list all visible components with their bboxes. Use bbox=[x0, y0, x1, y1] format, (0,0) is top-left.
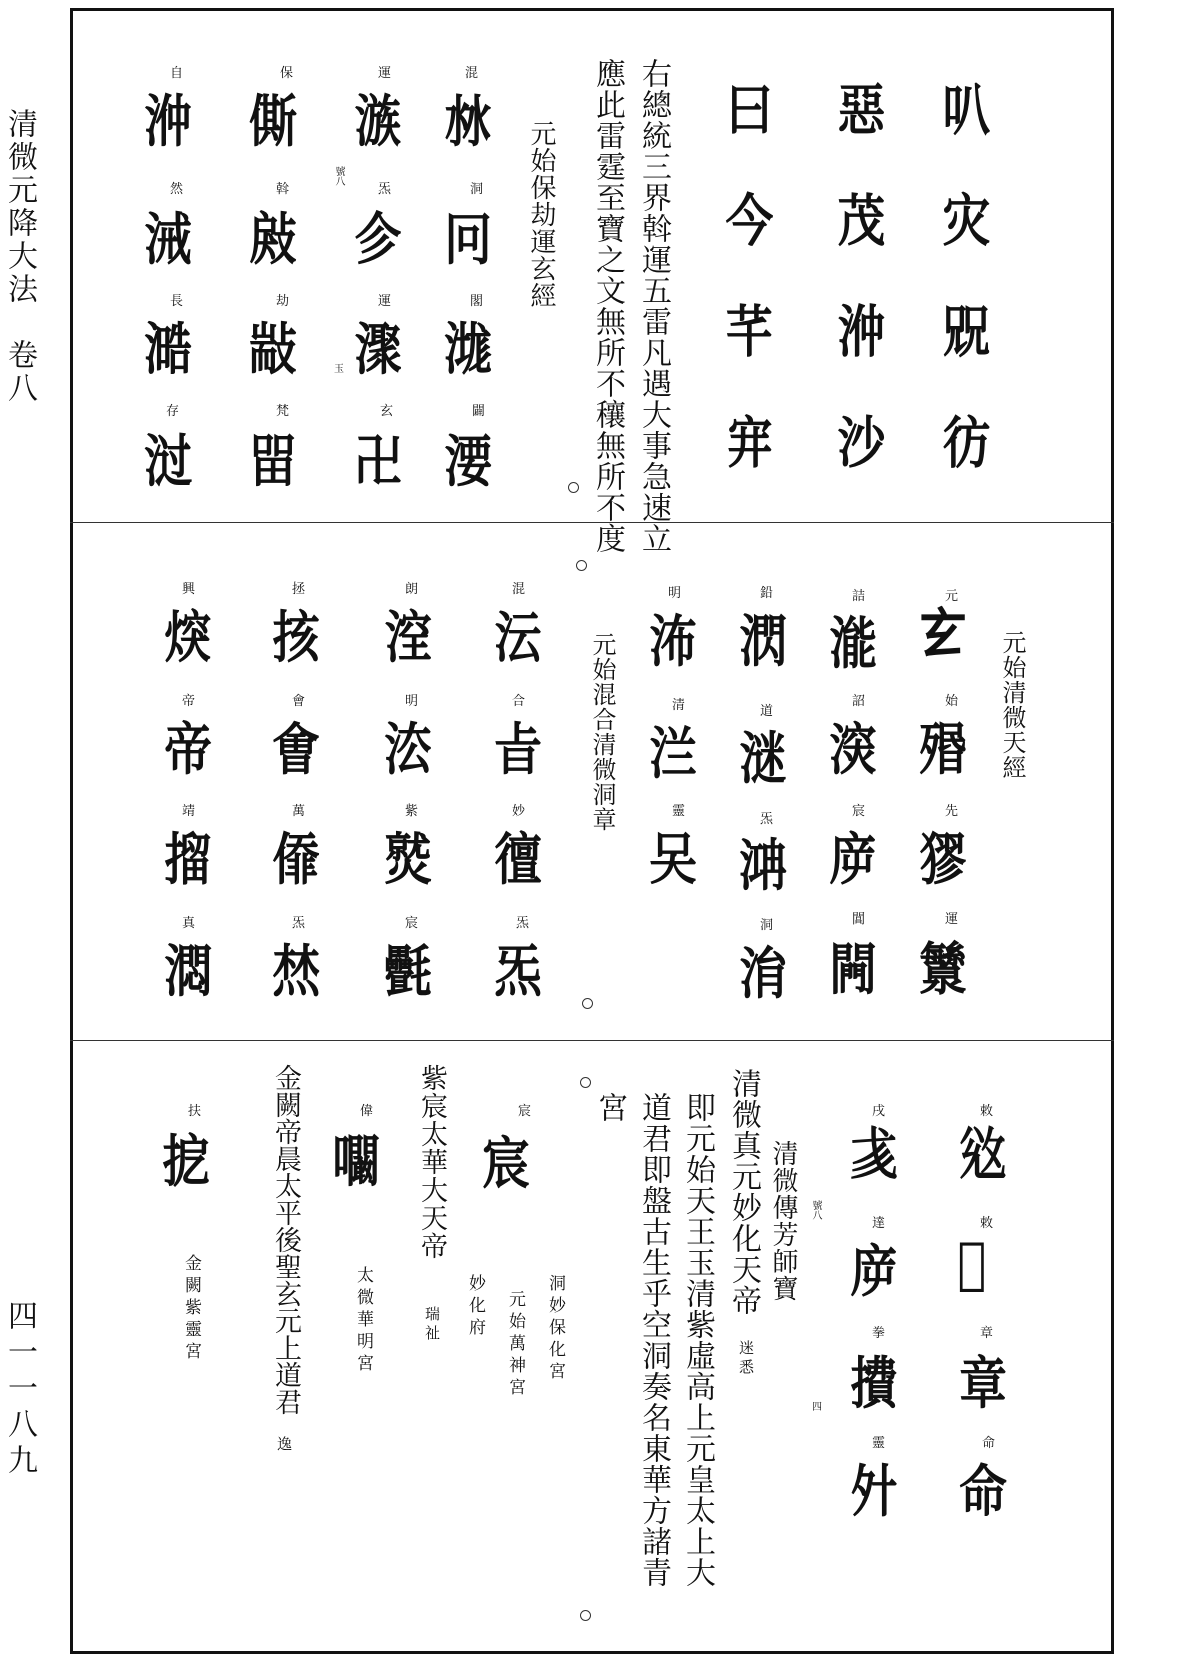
seal-glyph: 冋 bbox=[444, 207, 492, 273]
gloss: 洞 bbox=[760, 918, 774, 933]
gloss: 靖 bbox=[182, 804, 196, 819]
talisman-column bbox=[934, 80, 992, 524]
scripture-heading: 元始保劫運玄經 bbox=[526, 120, 556, 309]
gloss: 閶 bbox=[852, 912, 866, 927]
gloss: 閣 bbox=[470, 294, 484, 309]
gloss: 靈 bbox=[672, 804, 686, 819]
seal-glyph: 㽞 bbox=[249, 429, 297, 495]
gloss: 元 bbox=[945, 589, 959, 604]
seal-glyph: 㴰 bbox=[829, 611, 877, 677]
body-text-line: 應此雷霆至寶之文無所不穰無所不度 bbox=[590, 58, 625, 554]
gloss: 明 bbox=[405, 694, 419, 709]
dot-3 bbox=[582, 998, 593, 1009]
gloss: 炁 bbox=[378, 182, 392, 197]
talisman-glyph: 今 bbox=[717, 191, 775, 302]
deity-line: 宮 bbox=[592, 1092, 627, 1123]
deity-note: 瑞祉 bbox=[423, 1306, 441, 1344]
seal-glyph: 㧖 bbox=[162, 1129, 210, 1195]
gloss: 興 bbox=[182, 582, 196, 597]
seal-glyph: 㳡 bbox=[144, 429, 192, 495]
deity-note: 逸 bbox=[275, 1436, 293, 1455]
gloss: 妙 bbox=[512, 804, 526, 819]
seal-glyph: 㩌 bbox=[850, 1351, 898, 1417]
gloss: 敕 bbox=[980, 1216, 994, 1231]
deity-line: 道君即盤古生乎空洞奏名東華方諸青 bbox=[636, 1092, 671, 1588]
divider-bottom bbox=[70, 1040, 1114, 1041]
gloss: 梵 bbox=[276, 404, 290, 419]
gloss: 混 bbox=[465, 66, 479, 81]
gloss: 炁 bbox=[760, 812, 774, 827]
seal-glyph: 㡿 bbox=[829, 827, 877, 893]
seal-glyph: 㴗 bbox=[444, 429, 492, 495]
gloss: 偉 bbox=[360, 1104, 374, 1119]
seal-glyph: 㲲 bbox=[384, 939, 432, 1005]
seal-glyph: 㴹 bbox=[739, 726, 787, 792]
seal-glyph: 㳙 bbox=[739, 941, 787, 1007]
gloss: 合 bbox=[512, 694, 526, 709]
body-text-line: 右總統三界斡運五雷凡遇大事急速立 bbox=[636, 58, 671, 554]
deity-line: 紫宸太華大天帝 bbox=[416, 1064, 447, 1260]
deity-note: 迷悉 bbox=[737, 1340, 755, 1378]
gloss: 闢 bbox=[472, 404, 486, 419]
seal-glyph: 㣶 bbox=[494, 827, 542, 893]
gloss: 真 bbox=[182, 916, 196, 931]
seal-glyph: 𢦑 bbox=[850, 1122, 898, 1188]
gloss: 會 bbox=[292, 694, 306, 709]
gloss: 混 bbox=[512, 582, 526, 597]
small-mark: 號八 bbox=[333, 166, 344, 186]
gloss: 長 bbox=[170, 294, 184, 309]
gloss: 扶 bbox=[188, 1104, 202, 1119]
scripture-heading: 元始混合清微洞章 bbox=[588, 632, 616, 832]
gloss: 運 bbox=[378, 66, 392, 81]
talisman-glyph: 灾 bbox=[934, 191, 992, 302]
dot-1 bbox=[568, 482, 579, 493]
talisman-glyph: 彷 bbox=[934, 413, 992, 524]
gloss: 始 bbox=[945, 694, 959, 709]
seal-glyph: 㵵 bbox=[354, 317, 402, 383]
gloss: 戌 bbox=[872, 1104, 886, 1119]
seal-glyph: 沝 bbox=[444, 89, 492, 155]
gloss: 玄 bbox=[380, 404, 394, 419]
gloss: 然 bbox=[170, 182, 184, 197]
seal-glyph: 𤎼 bbox=[384, 827, 432, 893]
gloss: 宸 bbox=[852, 804, 866, 819]
transmitter-title: 清微傳芳師寶 bbox=[768, 1140, 798, 1302]
talisman-glyph: 㳞 bbox=[829, 302, 887, 413]
gloss: 拳 bbox=[872, 1326, 886, 1341]
dot-2 bbox=[576, 560, 587, 571]
talisman-glyph: 芊 bbox=[717, 302, 775, 413]
gloss: 運 bbox=[378, 294, 392, 309]
gloss: 宸 bbox=[518, 1104, 532, 1119]
seal-glyph: 命 bbox=[959, 1459, 1007, 1525]
gloss: 宸 bbox=[405, 916, 419, 931]
seal-glyph: 㫖 bbox=[494, 717, 542, 783]
seal-glyph: 㵆 bbox=[144, 317, 192, 383]
palace-name: 金闕紫靈宮 bbox=[181, 1254, 201, 1364]
seal-glyph: 㵀 bbox=[354, 89, 402, 155]
seal-glyph: 㚈 bbox=[850, 1459, 898, 1525]
seal-glyph: 㴱 bbox=[829, 717, 877, 783]
small-mark: 號八 bbox=[810, 1200, 821, 1220]
seal-glyph: 㘚 bbox=[332, 1129, 380, 1195]
scripture-heading: 元始清微天經 bbox=[998, 630, 1026, 780]
gloss: 紫 bbox=[405, 804, 419, 819]
seal-glyph: 章 bbox=[959, 1351, 1007, 1417]
seal-glyph: 宸 bbox=[482, 1131, 530, 1197]
deity-line: 金闕帝晨太平後聖玄元上道君 bbox=[270, 1064, 301, 1415]
seal-glyph: 𢼠 bbox=[959, 1122, 1007, 1188]
gloss: 章 bbox=[980, 1326, 994, 1341]
seal-glyph: 炁 bbox=[494, 939, 542, 1005]
small-mark: 玉 bbox=[334, 364, 344, 375]
seal-glyph: 㳦 bbox=[144, 207, 192, 273]
seal-glyph: 㴏 bbox=[384, 605, 432, 671]
seal-glyph: 㴂 bbox=[739, 833, 787, 899]
seal-glyph: 闁 bbox=[829, 937, 877, 1003]
seal-glyph: 㳒 bbox=[384, 717, 432, 783]
seal-glyph: 㳞 bbox=[144, 89, 192, 155]
gloss: 洞 bbox=[470, 182, 484, 197]
seal-glyph: 㳕 bbox=[649, 721, 697, 787]
small-mark: 四 bbox=[812, 1402, 822, 1413]
palace-name: 洞妙保化宮 bbox=[545, 1274, 565, 1384]
talisman-column bbox=[829, 80, 887, 524]
gloss: 明 bbox=[668, 586, 682, 601]
seal-glyph: 𢿱 bbox=[957, 1230, 987, 1296]
gloss: 斡 bbox=[276, 182, 290, 197]
gloss: 敕 bbox=[980, 1104, 994, 1119]
gloss: 自 bbox=[170, 66, 184, 81]
gloss: 保 bbox=[280, 66, 294, 81]
deity-line: 清微真元妙化天帝 bbox=[726, 1068, 761, 1316]
seal-glyph: 帝 bbox=[164, 717, 212, 783]
gloss: 劫 bbox=[276, 294, 290, 309]
seal-glyph: 沄 bbox=[494, 605, 542, 671]
seal-glyph: 㑹 bbox=[272, 717, 320, 783]
seal-glyph: 㴸 bbox=[739, 609, 787, 675]
talisman-glyph: 沙 bbox=[829, 413, 887, 524]
seal-glyph: 㷊 bbox=[272, 939, 320, 1005]
gloss: 萬 bbox=[292, 804, 306, 819]
gloss: 先 bbox=[945, 804, 959, 819]
palace-name: 妙化府 bbox=[465, 1274, 485, 1340]
dot-5 bbox=[580, 1610, 591, 1621]
seal-glyph: 㺒 bbox=[919, 827, 967, 893]
talisman-glyph: 宑 bbox=[717, 413, 775, 524]
gloss: 炁 bbox=[292, 916, 306, 931]
gloss: 道 bbox=[760, 704, 774, 719]
talisman-column bbox=[717, 80, 775, 524]
gloss: 清 bbox=[672, 698, 686, 713]
gloss: 炁 bbox=[516, 916, 530, 931]
seal-glyph: 㪜 bbox=[249, 317, 297, 383]
seal-glyph: 㪐 bbox=[249, 207, 297, 273]
seal-glyph: 㕦 bbox=[649, 827, 697, 893]
gloss: 詔 bbox=[852, 694, 866, 709]
seal-glyph: 㱪 bbox=[919, 717, 967, 783]
seal-glyph: 㨨 bbox=[164, 827, 212, 893]
gloss: 命 bbox=[982, 1436, 996, 1451]
page-number: 四一一八九 bbox=[2, 1300, 37, 1480]
gloss: 詰 bbox=[852, 589, 866, 604]
seal-glyph: 㒋 bbox=[249, 89, 297, 155]
seal-glyph: 㴳 bbox=[444, 317, 492, 383]
seal-glyph: 𤣥 bbox=[919, 602, 967, 668]
talisman-glyph: 惡 bbox=[829, 80, 887, 191]
gloss: 存 bbox=[166, 404, 180, 419]
gloss: 拯 bbox=[292, 582, 306, 597]
seal-glyph: 㶗 bbox=[919, 937, 967, 1003]
volume-title: 清微元降大法 卷八 bbox=[2, 108, 37, 405]
talisman-glyph: 㒭 bbox=[934, 302, 992, 413]
palace-name: 太微華明宮 bbox=[353, 1266, 373, 1376]
seal-glyph: 㡿 bbox=[850, 1239, 898, 1305]
seal-glyph: 㳍 bbox=[649, 609, 697, 675]
gloss: 帝 bbox=[182, 694, 196, 709]
seal-glyph: 㒎 bbox=[272, 827, 320, 893]
gloss: 運 bbox=[945, 912, 959, 927]
seal-glyph: 㐱 bbox=[354, 207, 402, 273]
gloss: 朗 bbox=[405, 582, 419, 597]
talisman-glyph: 曰 bbox=[717, 80, 775, 191]
talisman-glyph: 茂 bbox=[829, 191, 887, 302]
gloss: 達 bbox=[872, 1216, 886, 1231]
dot-4 bbox=[580, 1077, 591, 1088]
talisman-glyph: 叭 bbox=[934, 80, 992, 191]
gloss: 靈 bbox=[872, 1436, 886, 1451]
seal-glyph: 㧡 bbox=[272, 605, 320, 671]
seal-glyph: 卍 bbox=[354, 429, 402, 495]
gloss: 鉛 bbox=[760, 586, 774, 601]
seal-glyph: 㷝 bbox=[164, 605, 212, 671]
deity-line: 即元始天王玉清紫虛高上元皇太上大 bbox=[680, 1092, 715, 1588]
seal-glyph: 㵍 bbox=[164, 939, 212, 1005]
palace-name: 元始萬神宮 bbox=[505, 1290, 525, 1400]
